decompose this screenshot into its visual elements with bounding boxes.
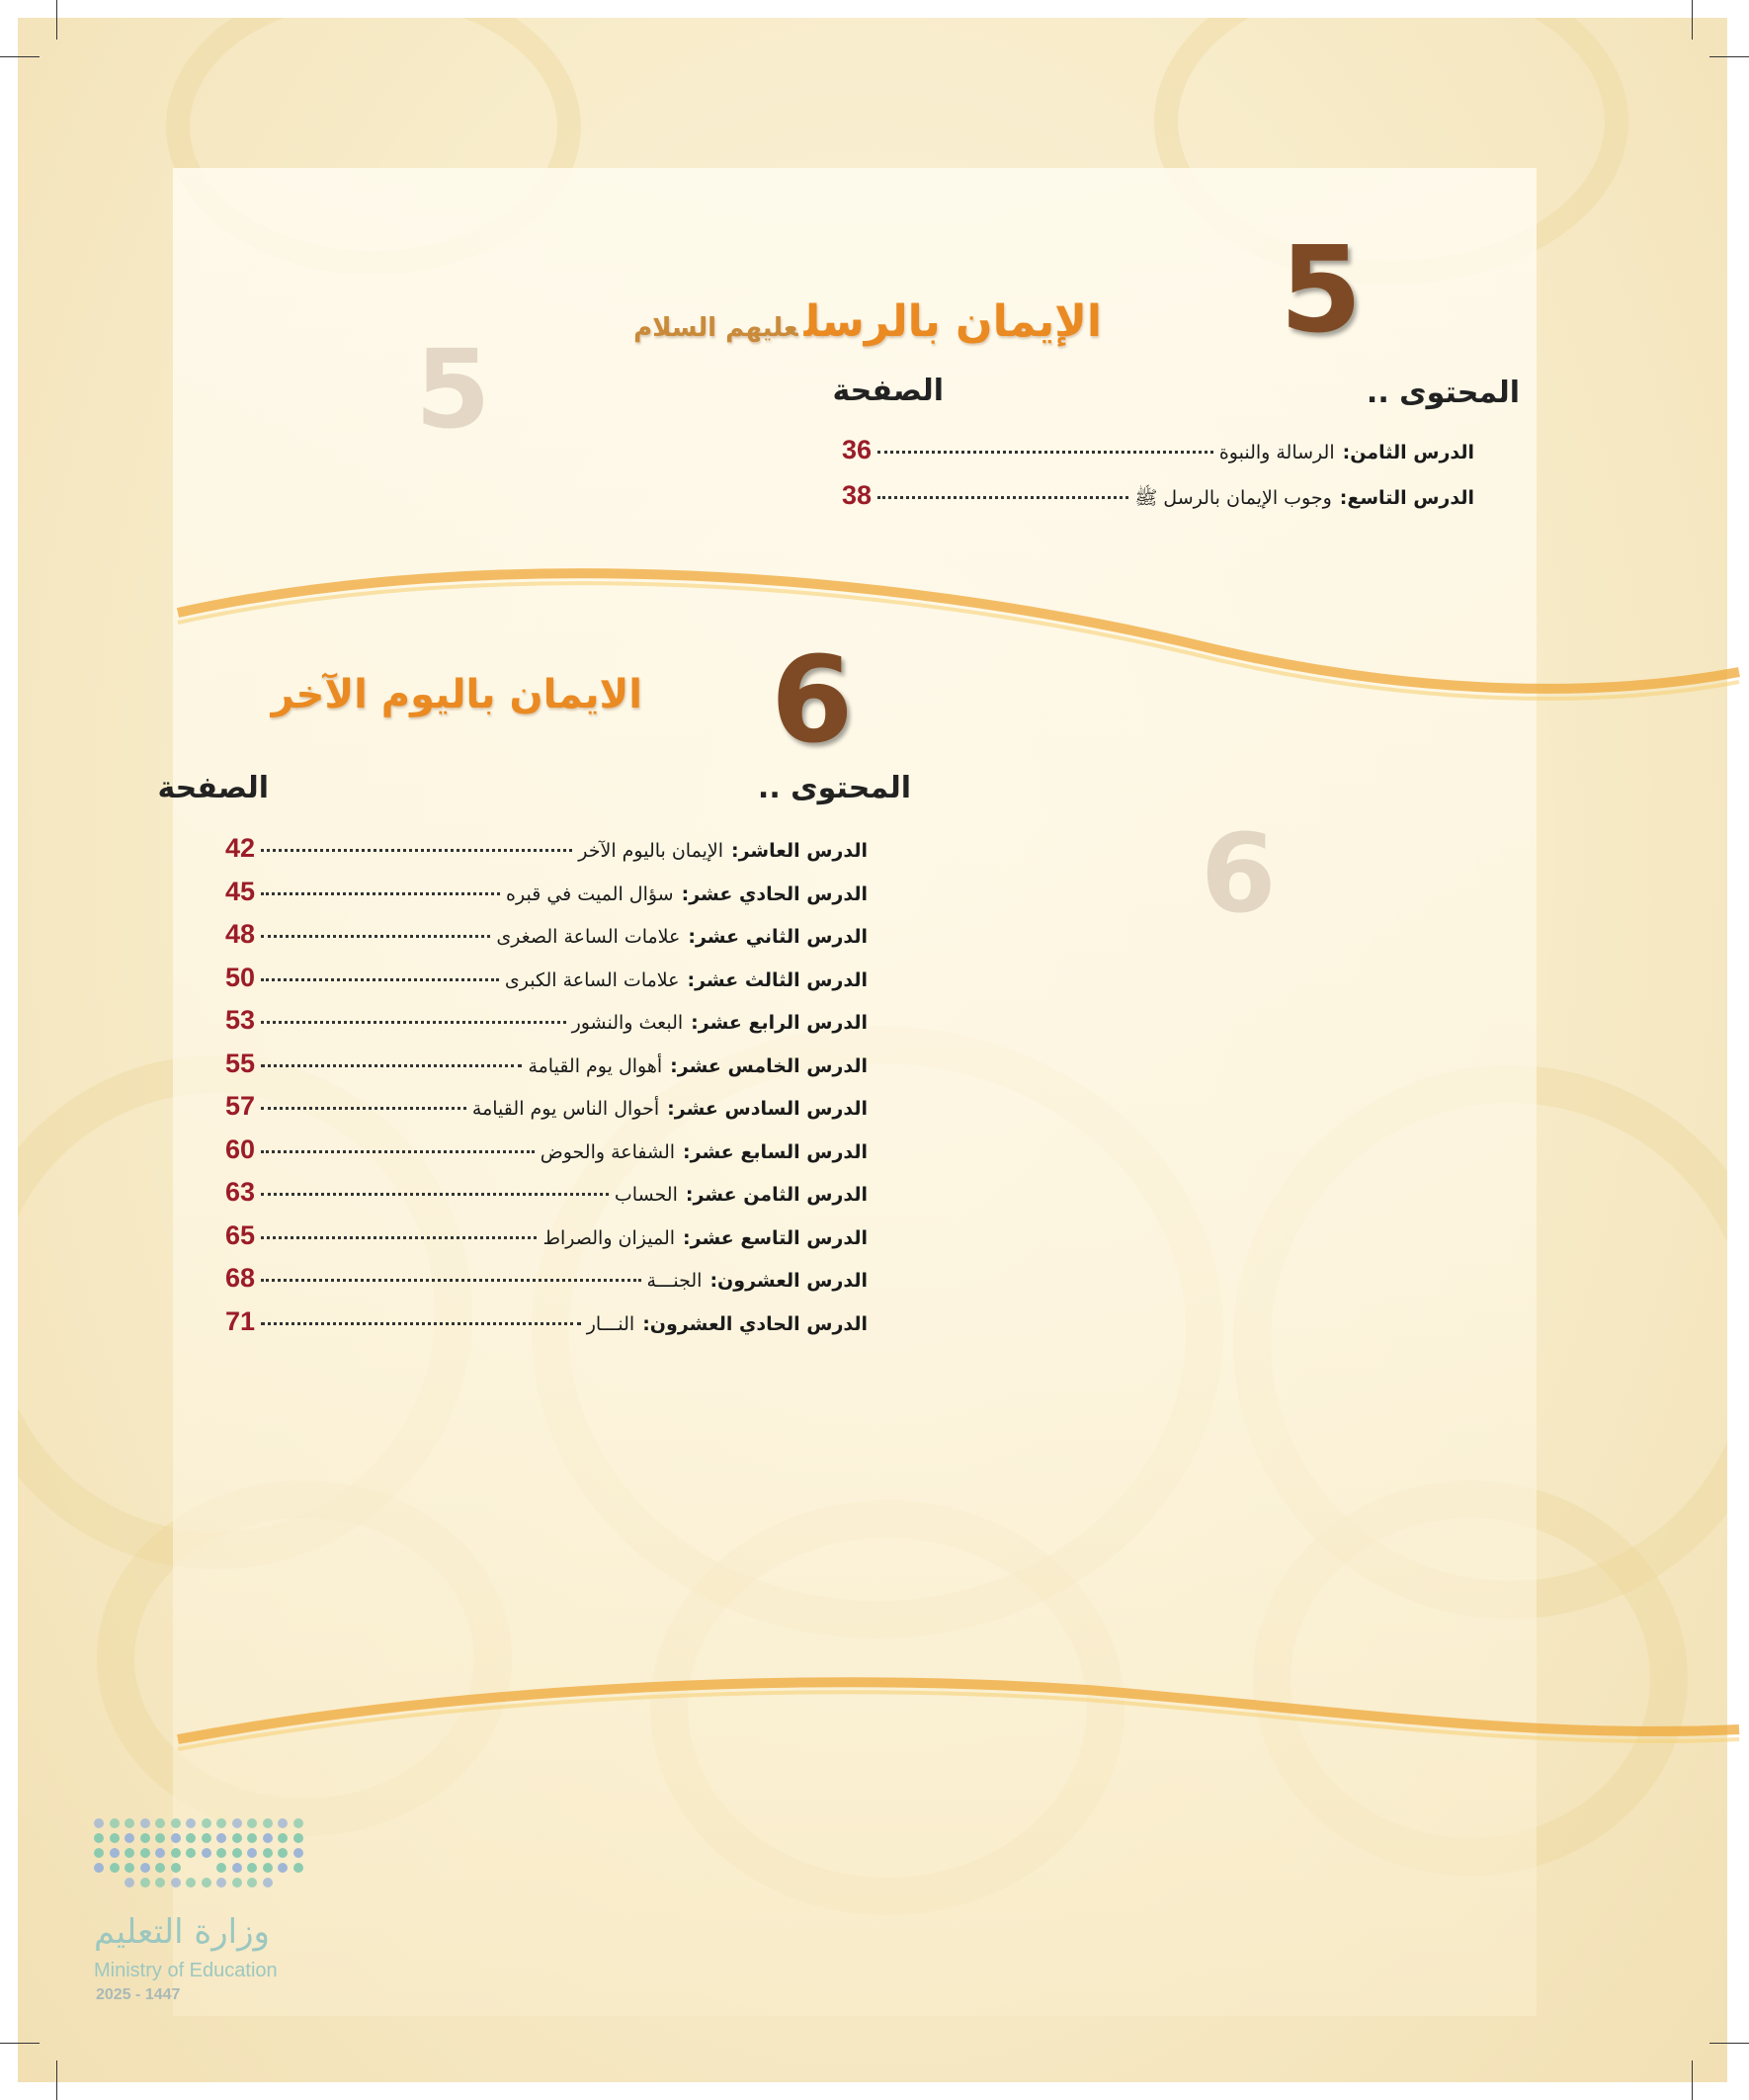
dot-leader — [261, 1279, 640, 1282]
dot-leader — [877, 451, 1213, 454]
logo-dot — [155, 1848, 165, 1858]
page-number: 36 — [842, 435, 873, 464]
logo-dot — [232, 1848, 242, 1858]
logo-dot — [202, 1848, 211, 1858]
logo-dot — [125, 1863, 134, 1873]
logo-dot — [125, 1833, 134, 1843]
lesson-title: الحساب — [614, 1184, 678, 1206]
logo-dot — [247, 1833, 257, 1843]
logo-dot — [202, 1833, 211, 1843]
logo-dot — [232, 1863, 242, 1873]
toc-row — [225, 877, 868, 907]
dot-leader — [261, 935, 490, 938]
logo-dot — [216, 1863, 226, 1873]
lesson-label: الدرس الرابع عشر: — [691, 1012, 868, 1034]
page-number: 68 — [225, 1263, 256, 1293]
chapter-6-watermark-number: 6 — [1201, 810, 1277, 937]
logo-dot — [94, 1848, 104, 1858]
page-number: 60 — [225, 1134, 256, 1164]
logo-dot — [293, 1818, 303, 1828]
logo-dot — [140, 1878, 150, 1888]
page-number: 38 — [842, 480, 873, 510]
logo-dot — [216, 1818, 226, 1828]
logo-dot — [278, 1833, 288, 1843]
lesson-title: علامات الساعة الكبرى — [504, 968, 680, 991]
chapter-6-page-label: الصفحة — [157, 771, 269, 805]
lesson-title: أحوال الناس يوم القيامة — [471, 1098, 660, 1120]
crop-mark — [0, 56, 40, 57]
ministry-logo — [94, 1818, 321, 1897]
logo-dot — [202, 1818, 211, 1828]
logo-dot — [247, 1818, 257, 1828]
logo-dot — [293, 1848, 303, 1858]
logo-dot — [155, 1878, 165, 1888]
lesson-label: الدرس التاسع: — [1339, 487, 1474, 509]
logo-dot — [155, 1863, 165, 1873]
ministry-name-english: Ministry of Education — [94, 1960, 278, 1981]
lesson-label: الدرس العشرون: — [709, 1270, 868, 1292]
crop-mark — [1709, 56, 1749, 57]
crop-mark — [1692, 2060, 1693, 2100]
logo-dot — [263, 1848, 273, 1858]
lesson-title: أهوال يوم القيامة — [528, 1054, 663, 1077]
logo-dot — [94, 1863, 104, 1873]
page-number: 50 — [225, 962, 256, 992]
logo-dot — [263, 1833, 273, 1843]
lesson-title: الشفاعة والحوض — [540, 1140, 676, 1163]
logo-dot — [216, 1878, 226, 1888]
dot-leader — [261, 1150, 535, 1153]
logo-dot — [140, 1833, 150, 1843]
lesson-title: سؤال الميت في قبره — [506, 882, 674, 905]
chapter-6-title: الايمان باليوم الآخر — [271, 672, 642, 717]
edition-year: 2025 - 1447 — [96, 1986, 181, 2003]
crop-mark — [1692, 0, 1693, 40]
chapter-5-watermark-number: 5 — [415, 326, 491, 453]
ministry-name-arabic: وزارة التعليم — [94, 1912, 270, 1952]
logo-dot — [110, 1818, 120, 1828]
dot-leader — [261, 1107, 466, 1110]
toc-row — [225, 1049, 868, 1079]
divider-wave-bottom — [0, 1670, 1749, 1808]
logo-dot — [232, 1833, 242, 1843]
lesson-title: وجوب الإيمان بالرسل ﷺ — [1134, 487, 1332, 509]
page-number: 48 — [225, 919, 256, 949]
crop-mark — [0, 2043, 40, 2044]
logo-dot — [247, 1878, 257, 1888]
toc-row — [225, 1220, 868, 1251]
logo-dot — [278, 1863, 288, 1873]
logo-dot — [278, 1818, 288, 1828]
toc-row — [225, 1306, 868, 1337]
logo-dot — [293, 1833, 303, 1843]
logo-dot — [263, 1818, 273, 1828]
chapter-6-number: 6 — [771, 632, 854, 770]
logo-dot — [186, 1833, 196, 1843]
logo-dot — [232, 1878, 242, 1888]
dot-leader — [261, 1193, 609, 1196]
dot-leader — [261, 1322, 581, 1325]
page-number: 42 — [225, 833, 256, 863]
logo-dot — [94, 1833, 104, 1843]
dot-leader — [877, 496, 1128, 499]
page-number: 65 — [225, 1219, 256, 1250]
lesson-title: علامات الساعة الصغرى — [496, 926, 681, 948]
honorific-mark: عليهم السلام — [633, 313, 798, 343]
toc-row — [225, 963, 868, 993]
logo-dot — [110, 1863, 120, 1873]
dot-leader — [261, 1064, 522, 1067]
logo-dot — [171, 1878, 181, 1888]
lesson-label: الدرس الثالث عشر: — [687, 968, 868, 991]
toc-row — [225, 1134, 868, 1165]
logo-dot — [140, 1818, 150, 1828]
lesson-title: الرسالة والنبوة — [1218, 442, 1335, 463]
logo-dot — [186, 1848, 196, 1858]
logo-dot — [247, 1863, 257, 1873]
logo-dot — [293, 1863, 303, 1873]
logo-dot — [125, 1848, 134, 1858]
toc-row — [225, 1263, 868, 1294]
logo-dot — [155, 1818, 165, 1828]
logo-dot — [94, 1818, 104, 1828]
logo-dot — [125, 1878, 134, 1888]
chapter-5-content-label: المحتوى .. — [1366, 376, 1520, 410]
dot-leader — [261, 1236, 537, 1239]
page-number: 57 — [225, 1091, 256, 1121]
logo-dot — [171, 1848, 181, 1858]
ministry-logo-dots-icon — [94, 1818, 311, 1897]
lesson-label: الدرس الثامن: — [1342, 442, 1474, 463]
chapter-5-title-text: الإيمان بالرسل — [803, 296, 1102, 347]
logo-dot — [125, 1818, 134, 1828]
toc-row — [225, 1091, 868, 1122]
dot-leader — [261, 978, 499, 981]
lesson-title: البعث والنشور — [571, 1012, 684, 1034]
dot-leader — [261, 849, 572, 852]
logo-dot — [186, 1818, 196, 1828]
logo-dot — [110, 1833, 120, 1843]
toc-row — [225, 919, 868, 950]
toc-row — [225, 1005, 868, 1036]
logo-dot — [232, 1818, 242, 1828]
lesson-title: الإيمان باليوم الآخر — [578, 840, 723, 862]
lesson-label: الدرس السادس عشر: — [667, 1098, 868, 1120]
dot-leader — [261, 892, 500, 895]
logo-dot — [155, 1833, 165, 1843]
logo-dot — [202, 1878, 211, 1888]
lesson-label: الدرس الحادي عشر: — [681, 882, 868, 905]
logo-dot — [171, 1863, 181, 1873]
lesson-title: الميزان والصراط — [542, 1226, 676, 1249]
toc-row — [225, 833, 868, 864]
lesson-label: الدرس الثامن عشر: — [685, 1184, 868, 1206]
lesson-label: الدرس الثاني عشر: — [688, 926, 868, 948]
crop-mark — [56, 0, 57, 40]
logo-dot — [186, 1878, 196, 1888]
logo-dot — [263, 1863, 273, 1873]
logo-dot — [263, 1878, 273, 1888]
logo-dot — [247, 1848, 257, 1858]
crop-mark — [1709, 2043, 1749, 2044]
lesson-label: الدرس العاشر: — [730, 840, 868, 862]
logo-dot — [171, 1833, 181, 1843]
logo-dot — [140, 1848, 150, 1858]
toc-row — [842, 435, 1474, 465]
lesson-title: الجنـــة — [646, 1270, 703, 1292]
logo-dot — [216, 1848, 226, 1858]
dot-leader — [261, 1021, 566, 1024]
page-number: 55 — [225, 1048, 256, 1078]
logo-dot — [171, 1818, 181, 1828]
toc-row — [225, 1177, 868, 1208]
page-number: 63 — [225, 1177, 256, 1207]
lesson-label: الدرس السابع عشر: — [683, 1140, 868, 1163]
page-number: 71 — [225, 1305, 256, 1336]
lesson-label: الدرس التاسع عشر: — [683, 1226, 868, 1249]
chapter-5-number: 5 — [1280, 222, 1363, 360]
page-number: 45 — [225, 876, 256, 906]
lesson-title: النـــار — [586, 1312, 635, 1335]
divider-wave-top — [0, 553, 1749, 731]
page-number: 53 — [225, 1005, 256, 1035]
logo-dot — [216, 1833, 226, 1843]
lesson-label: الدرس الخامس عشر: — [670, 1054, 868, 1077]
lesson-label: الدرس الحادي العشرون: — [642, 1312, 868, 1335]
chapter-5-page-label: الصفحة — [832, 374, 944, 408]
logo-dot — [278, 1848, 288, 1858]
chapter-5-title — [633, 296, 1102, 347]
logo-dot — [110, 1848, 120, 1858]
chapter-6-content-label: المحتوى .. — [757, 771, 911, 805]
crop-mark — [56, 2060, 57, 2100]
logo-dot — [140, 1863, 150, 1873]
toc-row — [842, 480, 1474, 514]
